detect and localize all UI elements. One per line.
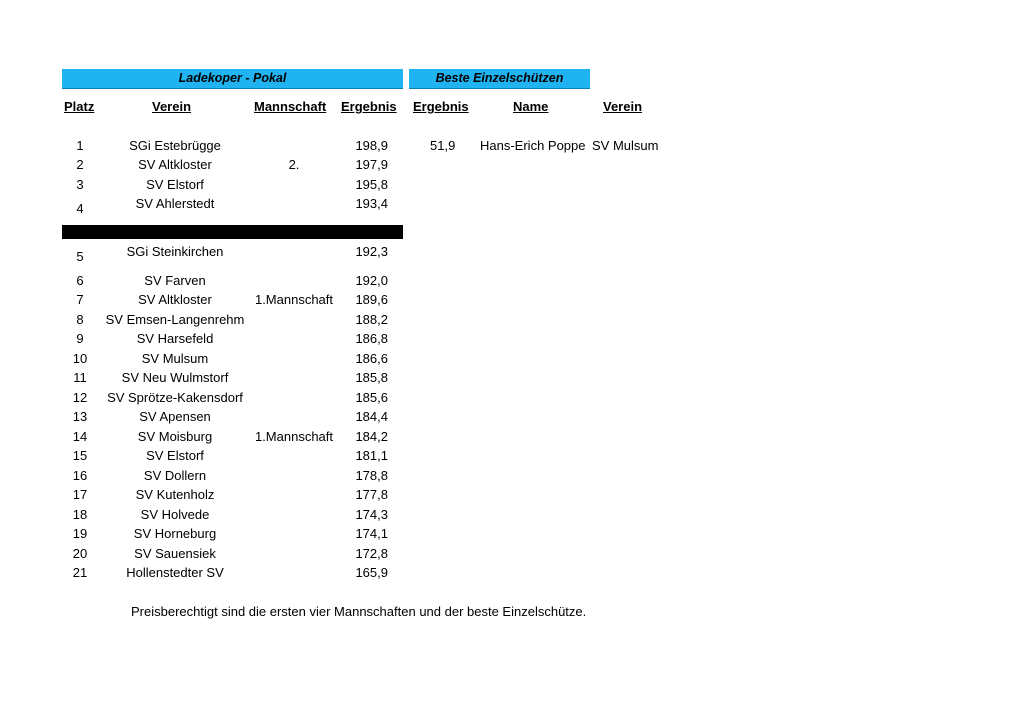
row-ergebnis: 184,2 — [355, 429, 388, 444]
row-platz: 13 — [72, 409, 88, 424]
row-verein: SV Apensen — [139, 409, 211, 424]
row-verein: SV Holvede — [140, 507, 210, 522]
row-platz: 20 — [72, 546, 88, 561]
row-verein: SV Mulsum — [141, 351, 209, 366]
footer-note: Preisberechtigt sind die ersten vier Mannschaften und der beste Einzelschütze. — [131, 604, 587, 619]
row-ergebnis: 185,8 — [355, 370, 388, 385]
header-mannschaft: Mannschaft — [254, 99, 327, 114]
row-platz: 5 — [76, 249, 84, 264]
row-platz: 1 — [76, 138, 84, 153]
row-platz: 7 — [76, 292, 84, 307]
row-mannschaft: 2. — [288, 157, 300, 172]
header-ergebnis: Ergebnis — [341, 99, 397, 114]
row-verein: SV Horneburg — [133, 526, 217, 541]
header-single-ergebnis: Ergebnis — [413, 99, 469, 114]
row-verein: SV Elstorf — [146, 448, 204, 463]
row-platz: 11 — [73, 370, 87, 385]
row-ergebnis: 174,3 — [355, 507, 388, 522]
team-cup-banner — [62, 69, 403, 89]
row-ergebnis: 178,8 — [355, 468, 388, 483]
row-verein: SV Dollern — [143, 468, 207, 483]
row-ergebnis: 188,2 — [355, 312, 388, 327]
row-ergebnis: 197,9 — [355, 157, 388, 172]
row-verein: SGi Estebrügge — [129, 138, 221, 153]
row-platz: 3 — [76, 177, 84, 192]
row-platz: 16 — [72, 468, 88, 483]
row-platz: 14 — [72, 429, 88, 444]
header-platz: Platz — [64, 99, 95, 114]
row-ergebnis: 185,6 — [355, 390, 388, 405]
row-verein: SV Emsen-Langenrehm — [105, 312, 245, 327]
row-ergebnis: 193,4 — [355, 196, 388, 211]
best-single-banner — [409, 69, 590, 89]
row-platz: 9 — [76, 331, 84, 346]
row-platz: 8 — [76, 312, 84, 327]
header-single-verein: Verein — [603, 99, 643, 114]
best-single-title: Beste Einzelschützen — [435, 71, 564, 85]
row-ergebnis: 198,9 — [355, 138, 388, 153]
row-platz: 15 — [72, 448, 88, 463]
header-single-name: Name — [513, 99, 549, 114]
row-verein: SV Kutenholz — [135, 487, 215, 502]
qualification-divider — [62, 225, 403, 239]
row-ergebnis: 181,1 — [355, 448, 388, 463]
row-verein: SV Neu Wulmstorf — [121, 370, 229, 385]
row-verein: SV Elstorf — [146, 177, 204, 192]
row-verein: SV Harsefeld — [136, 331, 214, 346]
row-ergebnis: 186,8 — [355, 331, 388, 346]
row-ergebnis: 186,6 — [355, 351, 388, 366]
best-single-ergebnis: 51,9 — [430, 138, 456, 153]
row-verein: SV Moisburg — [137, 429, 213, 444]
row-ergebnis: 177,8 — [355, 487, 388, 502]
row-mannschaft: 1.Mannschaft — [254, 429, 334, 444]
row-platz: 17 — [72, 487, 88, 502]
row-ergebnis: 195,8 — [355, 177, 388, 192]
row-verein: SV Sprötze-Kakensdorf — [107, 390, 243, 405]
row-platz: 18 — [72, 507, 88, 522]
row-verein: SV Altkloster — [138, 292, 212, 307]
row-platz: 21 — [72, 565, 88, 580]
row-verein: SGi Steinkirchen — [126, 244, 224, 259]
row-ergebnis: 184,4 — [355, 409, 388, 424]
row-verein: Hollenstedter SV — [126, 565, 224, 580]
row-ergebnis: 172,8 — [355, 546, 388, 561]
row-verein: SV Sauensiek — [134, 546, 216, 561]
row-platz: 2 — [76, 157, 84, 172]
row-ergebnis: 189,6 — [355, 292, 388, 307]
row-verein: SV Farven — [144, 273, 206, 288]
row-ergebnis: 192,3 — [355, 244, 388, 259]
row-platz: 10 — [72, 351, 88, 366]
row-platz: 6 — [76, 273, 84, 288]
row-verein: SV Altkloster — [138, 157, 212, 172]
row-mannschaft: 1.Mannschaft — [254, 292, 334, 307]
best-single-verein: SV Mulsum — [592, 138, 659, 153]
team-cup-title: Ladekoper - Pokal — [178, 71, 287, 85]
row-platz: 12 — [72, 390, 88, 405]
row-ergebnis: 165,9 — [355, 565, 388, 580]
row-platz: 4 — [76, 201, 84, 216]
header-verein: Verein — [152, 99, 192, 114]
row-ergebnis: 192,0 — [355, 273, 388, 288]
row-ergebnis: 174,1 — [355, 526, 388, 541]
row-verein: SV Ahlerstedt — [135, 196, 215, 211]
row-platz: 19 — [72, 526, 88, 541]
best-single-name: Hans-Erich Poppe — [480, 138, 586, 153]
